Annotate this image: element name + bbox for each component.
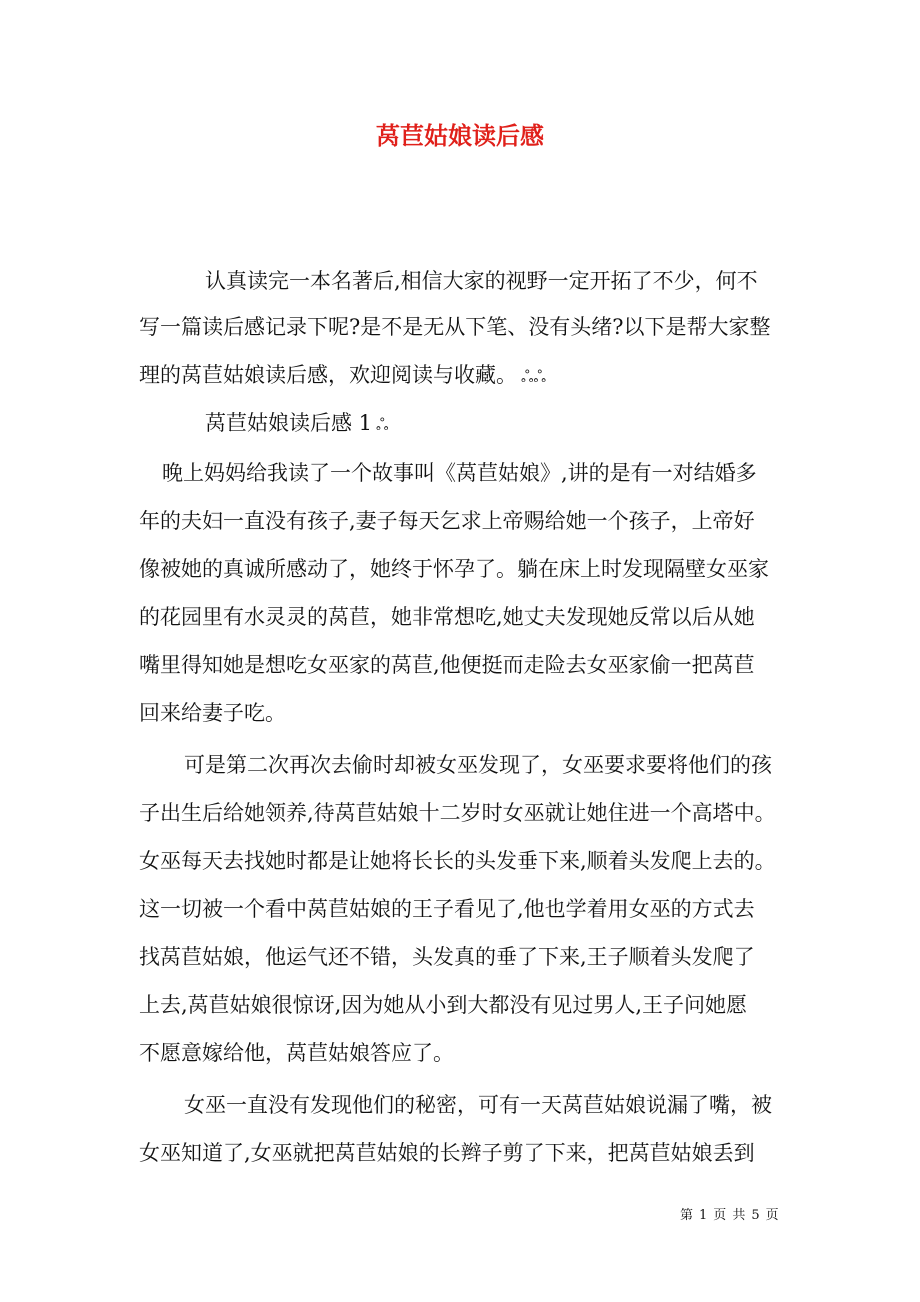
- page-current: 1: [699, 1208, 708, 1223]
- page-footer: [677, 1206, 782, 1226]
- decorative-mark-icon: ஃ: [376, 415, 389, 434]
- footer-label: 页: [765, 1208, 779, 1223]
- text-line: 认真读完一本名著后,相信大家的视野一定开拓了不少，何不: [205, 269, 758, 293]
- text-line: 晚上妈妈给我读了一个故事叫《莴苣姑娘》,讲的是有一对结婚多: [162, 461, 757, 485]
- text-line: 女巫一直没有发现他们的秘密，可有一天莴苣姑娘说漏了嘴，被: [184, 1093, 772, 1117]
- text-line: 不愿意嫁给他，莴苣姑娘答应了。: [139, 1041, 454, 1065]
- footer-label: 第: [680, 1208, 694, 1223]
- text-line: 找莴苣姑娘，他运气还不错，头发真的垂了下来,王子顺着头发爬了: [139, 945, 755, 969]
- text-line: 的花园里有水灵灵的莴苣，她非常想吃,她丈夫发现她反常以后从她: [139, 605, 755, 629]
- text-line: 回来给妻子吃。: [139, 701, 286, 725]
- text-line: 这一切被一个看中莴苣姑娘的王子看见了,他也学着用女巫的方式去: [139, 897, 755, 921]
- text-line: 理的莴苣姑娘读后感，欢迎阅读与收藏。 ஃஃ: [139, 363, 547, 387]
- text-line: 可是第二次再次去偷时却被女巫发现了，女巫要求要将他们的孩: [184, 753, 772, 777]
- text-line: 年的夫妇一直没有孩子,妻子每天乞求上帝赐给她一个孩子，上帝好: [139, 509, 755, 533]
- text-line: 上去,莴苣姑娘很惊讶,因为她从小到大都没有见过男人,王子问她愿: [139, 993, 748, 1017]
- text-line: 写一篇读后感记录下呢?是不是无从下笔、没有头绪?以下是帮大家整: [139, 315, 771, 339]
- page-total: 5: [751, 1208, 760, 1223]
- section-heading: 莴苣姑娘读后感 1 ஃ: [205, 411, 389, 435]
- document-title: 莴苣姑娘读后感: [376, 121, 544, 150]
- text-line: 女巫每天去找她时都是让她将长长的头发垂下来,顺着头发爬上去的。: [139, 849, 776, 873]
- text-line: 嘴里得知她是想吃女巫家的莴苣,他便挺而走险去女巫家偷一把莴苣: [139, 653, 755, 677]
- footer-label: 页: [713, 1208, 727, 1223]
- decorative-mark-icon: ஃஃ: [521, 367, 547, 386]
- text-line: 子出生后给她领养,待莴苣姑娘十二岁时女巫就让她住进一个高塔中。: [139, 801, 776, 825]
- text-line: 像被她的真诚所感动了，她终于怀孕了。躺在床上时发现隔壁女巫家: [139, 557, 769, 581]
- text-line: 女巫知道了,女巫就把莴苣姑娘的长辫子剪了下来，把莴苣姑娘丢到: [139, 1141, 755, 1165]
- footer-label: 共: [732, 1208, 746, 1223]
